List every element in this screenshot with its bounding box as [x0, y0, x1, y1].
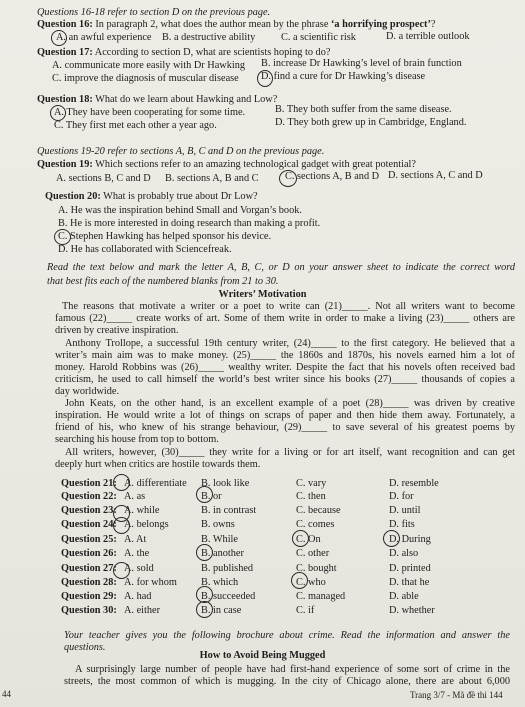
q18-option-a[interactable]: A. They have been cooperating for some time. [54, 107, 246, 118]
q19-option-a[interactable]: A. sections B, C and D [56, 173, 151, 184]
cloze-line: writer’s main aim was to make money. (25)_____ the 1860s and 1870s, his novels earned him a lot of [55, 350, 515, 361]
grid-option-a[interactable]: A. as [124, 491, 146, 502]
question-19-text: Which sections refer to an amazing technological gadget with great potential? [95, 159, 416, 170]
q18-option-c[interactable]: C. They first met each other a year ago. [54, 120, 217, 131]
grid-option-c[interactable]: C. who [296, 577, 326, 588]
grid-question-label: Question 28: [61, 577, 117, 588]
cloze-line: All writers, however, (30)_____ they write for a living or for art itself, want recognition and can get [65, 447, 515, 458]
q20-option-d[interactable]: D. He has collaborated with Sciencefreak. [58, 244, 232, 255]
q17-option-c[interactable]: C. improve the diagnosis of muscular disease [52, 73, 239, 84]
grid-option-d[interactable]: D. whether [389, 605, 435, 616]
cloze-title: Writers’ Motivation [218, 289, 307, 300]
cloze-instruction-line-2: that best fits each of the numbered blanks from 21 to 30. [47, 276, 279, 287]
cloze-line: famous (22)_____ create works of art. Some of them write in order to make a living (23)_____ others are [55, 313, 515, 324]
grid-option-a[interactable]: A. At [124, 534, 147, 545]
grid-option-b[interactable]: B. look like [201, 478, 250, 489]
grid-option-c[interactable]: C. then [296, 491, 326, 502]
grid-option-b[interactable]: B. which [201, 577, 239, 588]
grid-option-b[interactable]: B. or [201, 491, 222, 502]
brochure-line-2: streets, the most common of which is mugging. In the city of Chicago alone, there are about 6,000 [64, 676, 510, 687]
question-19-label: Question 19: [37, 159, 93, 170]
brochure-line-1: A surprisingly large number of people have had first-hand experience of some sort of crime in the [75, 664, 510, 675]
grid-question-label: Question 22: [61, 491, 117, 502]
q18-option-d[interactable]: D. They both grew up in Cambridge, England. [275, 117, 467, 128]
cloze-line: Anthony Trollope, a successful 19th century writer, (24)_____ to the first category. He believed that a [65, 338, 515, 349]
q20-option-c[interactable]: C. Stephen Hawking has helped sponsor his device. [58, 231, 272, 242]
grid-question-label: Question 21: [61, 478, 117, 489]
grid-option-c[interactable]: C. On [296, 534, 321, 545]
q20-option-b[interactable]: B. He is more interested in doing research than making a profit. [58, 218, 321, 229]
brochure-instruction-line-2: questions. [64, 642, 106, 653]
q17-option-a[interactable]: A. communicate more easily with Dr Hawking [52, 60, 246, 71]
section-d-intro: Questions 16-18 refer to section D on the previous page. [37, 7, 271, 18]
q16-option-c[interactable]: C. a scientific risk [281, 32, 356, 43]
grid-option-a[interactable]: A. the [124, 548, 150, 559]
cloze-line: John Keats, on the other hand, is an excellent example of a poet (28)_____ was driven by creative [65, 398, 515, 409]
question-18-label: Question 18: [37, 94, 93, 105]
q16-option-d[interactable]: D. a terrible outlook [386, 31, 470, 42]
grid-option-c[interactable]: C. because [296, 505, 341, 516]
brochure-instruction-line-1: Your teacher gives you the following brochure about crime. Read the information and answer the [64, 630, 510, 641]
grid-question-label: Question 27: [61, 563, 117, 574]
grid-option-a[interactable]: A. differentiate [124, 478, 187, 489]
grid-option-c[interactable]: C. comes [296, 519, 335, 530]
question-20-text: What is probably true about Dr Low? [103, 191, 258, 202]
q16-option-b[interactable]: B. a destructive ability [162, 32, 256, 43]
cloze-line: day worldwide. [55, 386, 120, 397]
sections-abcd-intro: Questions 19-20 refer to sections A, B, C and D on the previous page. [37, 146, 325, 157]
question-16-text: In paragraph 2, what does the author mean by the phrase [95, 19, 331, 30]
grid-question-label: Question 24: [61, 519, 117, 530]
grid-option-a[interactable]: A. sold [124, 563, 154, 574]
q19-option-c[interactable]: C. sections A, B and D [285, 171, 380, 182]
cloze-line: The reasons that motivate a writer or a poet to write can (21)_____. Not all writers want to become [62, 301, 515, 312]
grid-option-b[interactable]: B. owns [201, 519, 235, 530]
question-16-tail: ? [430, 19, 436, 30]
grid-option-d[interactable]: D. that he [389, 577, 430, 588]
grid-option-a[interactable]: A. for whom [124, 577, 177, 588]
grid-option-d[interactable]: D. fits [389, 519, 415, 530]
question-17-label: Question 17: [37, 47, 93, 58]
grid-option-c[interactable]: C. if [296, 605, 315, 616]
q19-option-b[interactable]: B. sections A, B and C [165, 173, 259, 184]
cloze-line: friend of his, who knew of his strange behaviour, (29)_____ to save several of his greatest poems by [55, 422, 515, 433]
grid-question-label: Question 26: [61, 548, 117, 559]
grid-option-c[interactable]: C. other [296, 548, 330, 559]
grid-option-d[interactable]: D. During [389, 534, 431, 545]
question-16-phrase: ‘a horrifying prospect’ [330, 19, 431, 30]
page-number: 44 [2, 689, 11, 699]
question-20-stem [45, 191, 258, 203]
grid-option-c[interactable]: C. vary [296, 478, 327, 489]
q18-option-b[interactable]: B. They both suffer from the same disease. [275, 104, 452, 115]
brochure-title: How to Avoid Being Mugged [199, 650, 326, 661]
grid-question-label: Question 30: [61, 605, 117, 616]
question-16-stem [37, 19, 435, 31]
grid-option-a[interactable]: A. either [124, 605, 161, 616]
cloze-line: searching his house from top to bottom. [55, 434, 219, 445]
cloze-line: driven by creative inspiration. [55, 325, 179, 336]
question-18-text: What do we learn about Hawking and Low? [95, 94, 278, 105]
grid-option-a[interactable]: A. belongs [124, 519, 169, 530]
grid-option-d[interactable]: D. until [389, 505, 421, 516]
question-20-label: Question 20: [45, 191, 101, 202]
grid-option-b[interactable]: B. succeeded [201, 591, 256, 602]
question-17-text: According to section D, what are scientists hoping to do? [94, 47, 331, 58]
grid-question-label: Question 25: [61, 534, 117, 545]
q17-option-d[interactable]: D. find a cure for Dr Hawking’s disease [261, 71, 426, 82]
question-18-stem [37, 94, 277, 106]
grid-option-d[interactable]: D. printed [389, 563, 431, 574]
q20-option-a[interactable]: A. He was the inspiration behind Small and Vorgan’s book. [58, 205, 302, 216]
grid-option-d[interactable]: D. also [389, 548, 419, 559]
grid-option-b[interactable]: B. another [201, 548, 244, 559]
question-19-stem [37, 159, 416, 171]
grid-question-label: Question 29: [61, 591, 117, 602]
cloze-line: inspiration. He would write a lot of things on scraps of paper and then hide them away. Fortunately, a [55, 410, 515, 421]
page-info: Trang 3/7 - Mã đề thi 144 [410, 690, 503, 700]
q17-option-b[interactable]: B. increase Dr Hawking’s level of brain function [261, 58, 462, 69]
cloze-line: deeply hurt when critics are hostile towards them. [55, 459, 261, 470]
grid-option-d[interactable]: D. able [389, 591, 419, 602]
q19-option-d[interactable]: D. sections A, C and D [388, 170, 483, 181]
q16-option-a[interactable]: A. an awful experience [56, 32, 152, 43]
cloze-instruction-line-1: Read the text below and mark the letter A, B, C, or D on your answer sheet to indicate the correct word [47, 262, 515, 273]
grid-option-d[interactable]: D. resemble [389, 478, 439, 489]
question-16-label: Question 16: [37, 19, 93, 30]
grid-question-label: Question 23: [61, 505, 117, 516]
grid-option-c[interactable]: C. managed [296, 591, 346, 602]
cloze-line: money. Harold Robbins was (26)_____ wealthy writer. Despite the fact that his novels often received bad [55, 362, 515, 373]
grid-option-b[interactable]: B. in case [201, 605, 242, 616]
grid-option-b[interactable]: B. in contrast [201, 505, 257, 516]
grid-option-b[interactable]: B. While [201, 534, 238, 545]
grid-option-a[interactable]: A. had [124, 591, 152, 602]
grid-option-d[interactable]: D. for [389, 491, 414, 502]
grid-option-a[interactable]: A. while [124, 505, 160, 516]
grid-option-c[interactable]: C. bought [296, 563, 337, 574]
cloze-line: criticism, he used to call himself the world’s best writer since his books (27)_____ thousands of copies a [55, 374, 515, 385]
grid-option-b[interactable]: B. published [201, 563, 254, 574]
